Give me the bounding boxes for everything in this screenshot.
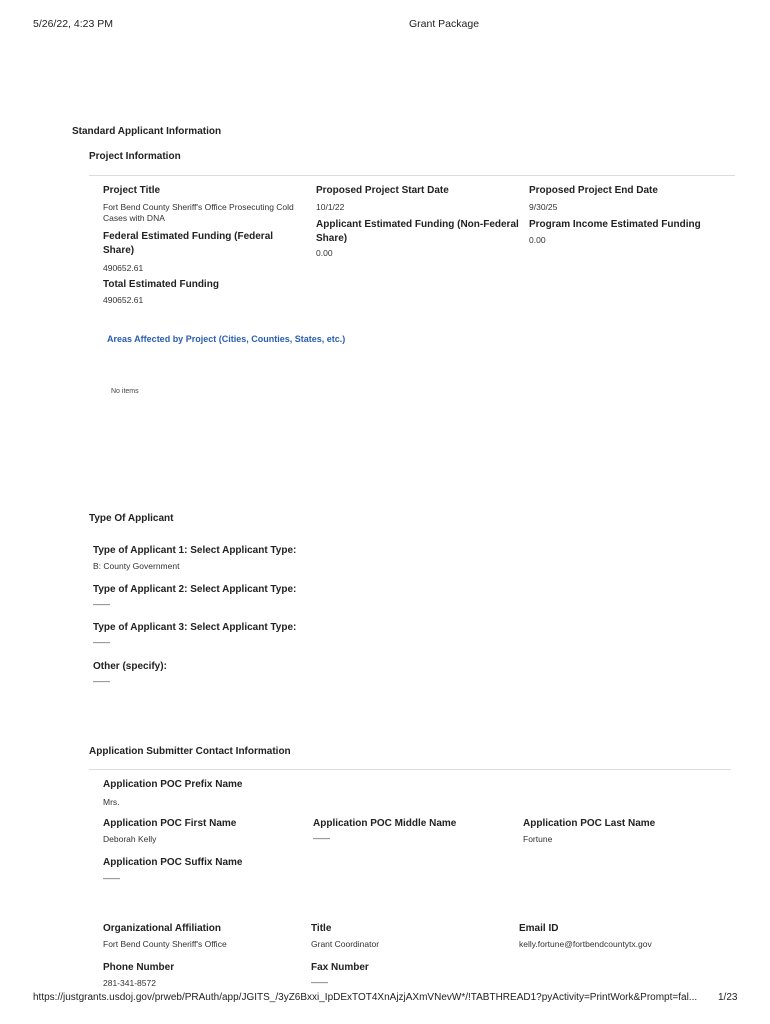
federal-funding-value: 490652.61 [103, 263, 144, 273]
areas-affected-link[interactable]: Areas Affected by Project (Cities, Counties, States, etc.) [107, 334, 346, 344]
email-label: Email ID [519, 923, 559, 934]
poc-first-name-label: Application POC First Name [103, 818, 237, 829]
other-specify-value: —— [93, 676, 110, 686]
print-datetime: 5/26/22, 4:23 PM [33, 18, 113, 30]
poc-prefix-label: Application POC Prefix Name [103, 779, 243, 790]
section-title: Standard Applicant Information [72, 126, 222, 137]
divider [89, 175, 735, 176]
project-information-heading: Project Information [89, 151, 181, 162]
areas-affected-empty-text: No items [111, 388, 139, 395]
end-date-label: Proposed Project End Date [529, 185, 658, 196]
type-of-applicant-heading: Type Of Applicant [89, 513, 174, 524]
fax-label: Fax Number [311, 962, 369, 973]
print-page-title: Grant Package [409, 18, 480, 30]
org-affiliation-label: Organizational Affiliation [103, 923, 221, 934]
other-specify-label: Other (specify): [93, 661, 167, 672]
poc-suffix-label: Application POC Suffix Name [103, 857, 243, 868]
divider [89, 769, 731, 770]
start-date-value: 10/1/22 [316, 202, 345, 212]
poc-suffix-value: —— [103, 873, 120, 883]
phone-value: 281-341-8572 [103, 978, 156, 988]
applicant-type-1-value: B: County Government [93, 561, 180, 571]
applicant-type-1-label: Type of Applicant 1: Select Applicant Type: [93, 545, 297, 556]
submitter-contact-heading: Application Submitter Contact Information [89, 746, 291, 757]
email-value: kelly.fortune@fortbendcountytx.gov [519, 939, 652, 949]
federal-funding-label: Federal Estimated Funding (Federal Share) [103, 231, 274, 256]
nonfederal-funding-label: Applicant Estimated Funding (Non-Federal Share) [316, 219, 519, 244]
applicant-type-2-value: —— [93, 599, 110, 609]
poc-middle-name-value: —— [313, 833, 330, 843]
phone-label: Phone Number [103, 962, 175, 973]
program-income-label: Program Income Estimated Funding [529, 219, 701, 230]
total-funding-label: Total Estimated Funding [103, 279, 219, 290]
start-date-label: Proposed Project Start Date [316, 185, 449, 196]
poc-middle-name-label: Application POC Middle Name [313, 818, 457, 829]
project-title-label: Project Title [103, 185, 161, 196]
fax-value: —— [311, 977, 328, 987]
poc-first-name-value: Deborah Kelly [103, 834, 157, 844]
nonfederal-funding-value: 0.00 [316, 248, 333, 258]
total-funding-value: 490652.61 [103, 295, 144, 305]
end-date-value: 9/30/25 [529, 202, 558, 212]
applicant-type-3-label: Type of Applicant 3: Select Applicant Type: [93, 622, 297, 633]
poc-last-name-value: Fortune [523, 834, 553, 844]
job-title-value: Grant Coordinator [311, 939, 380, 949]
program-income-value: 0.00 [529, 235, 546, 245]
poc-prefix-value: Mrs. [103, 797, 120, 807]
applicant-type-3-value: —— [93, 637, 110, 647]
applicant-type-2-label: Type of Applicant 2: Select Applicant Type: [93, 584, 297, 595]
org-affiliation-value: Fort Bend County Sheriff's Office [103, 939, 227, 949]
project-title-value: Fort Bend County Sheriff's Office Prosecuting Cold Cases with DNA [103, 202, 294, 223]
print-page-number: 1/23 [718, 992, 738, 1003]
print-url: https://justgrants.usdoj.gov/prweb/PRAuth/app/JGITS_/3yZ6Bxxi_IpDExTOT4XnAjzjAXmVNevW*/!TABTHREAD1?pyActivity=PrintWork&Prompt=fal... [33, 992, 698, 1003]
job-title-label: Title [311, 923, 332, 934]
poc-last-name-label: Application POC Last Name [523, 818, 656, 829]
